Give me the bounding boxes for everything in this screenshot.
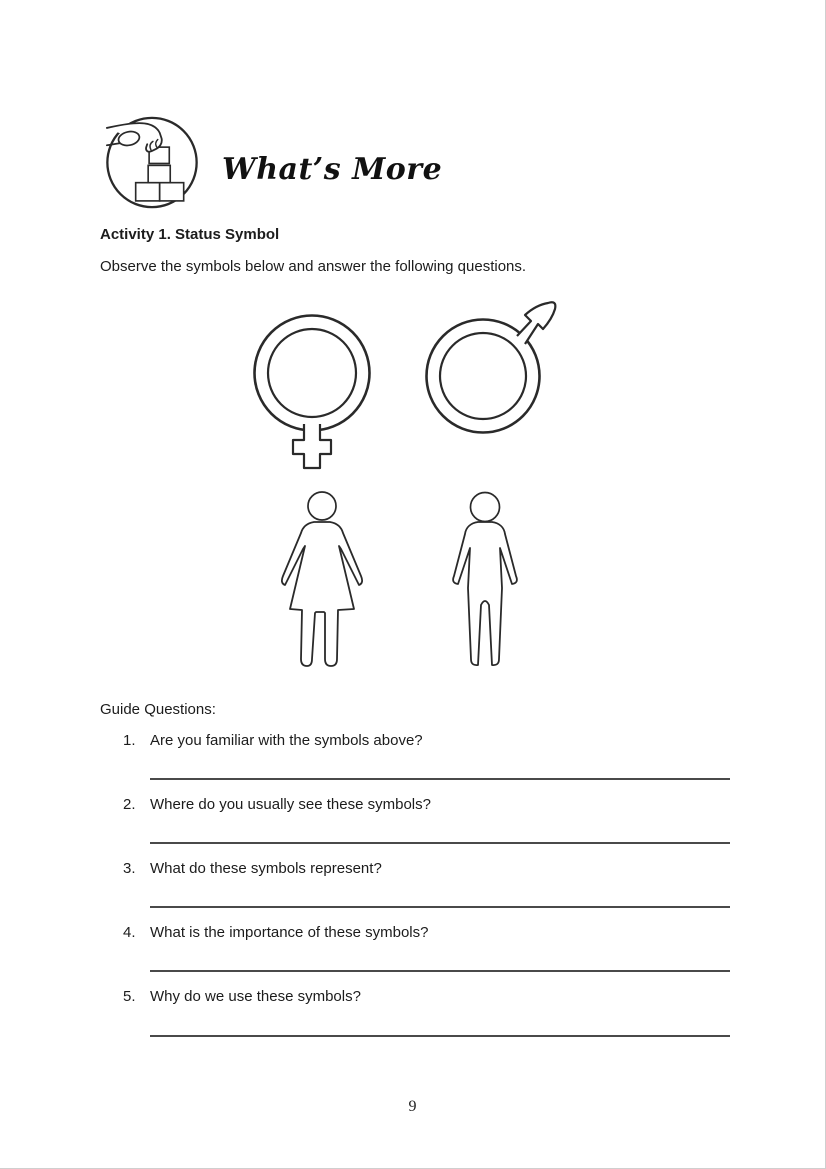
question-text: Where do you usually see these symbols? bbox=[150, 796, 431, 813]
answer-line bbox=[150, 842, 730, 844]
female-gender-symbol bbox=[250, 312, 374, 472]
question-text: Why do we use these symbols? bbox=[150, 988, 361, 1005]
guide-question-item bbox=[123, 987, 361, 1007]
answer-line bbox=[150, 1035, 730, 1037]
question-number: 4. bbox=[123, 924, 136, 941]
man-outline-figure bbox=[445, 489, 525, 671]
instruction-text: Observe the symbols below and answer the following questions. bbox=[100, 258, 527, 275]
guide-question-item bbox=[123, 859, 382, 879]
question-text: Are you familiar with the symbols above? bbox=[150, 732, 423, 749]
guide-questions-heading: Guide Questions: bbox=[100, 701, 216, 718]
page-title: What’s More bbox=[222, 152, 443, 187]
hand-placing-block-icon bbox=[104, 114, 200, 211]
question-number: 1. bbox=[123, 732, 136, 749]
guide-question-item bbox=[123, 731, 423, 751]
answer-line bbox=[150, 970, 730, 972]
question-text: What do these symbols represent? bbox=[150, 860, 382, 877]
activity-heading: Activity 1. Status Symbol bbox=[100, 226, 280, 243]
answer-line bbox=[150, 906, 730, 908]
answer-line bbox=[150, 778, 730, 780]
male-gender-symbol bbox=[424, 300, 564, 436]
woman-outline-figure bbox=[277, 489, 367, 671]
question-number: 2. bbox=[123, 796, 136, 813]
question-text: What is the importance of these symbols? bbox=[150, 924, 429, 941]
guide-question-item bbox=[123, 923, 428, 943]
question-number: 3. bbox=[123, 860, 136, 877]
question-number: 5. bbox=[123, 988, 136, 1005]
page-number: 9 bbox=[408, 1098, 417, 1115]
guide-question-item bbox=[123, 795, 431, 815]
